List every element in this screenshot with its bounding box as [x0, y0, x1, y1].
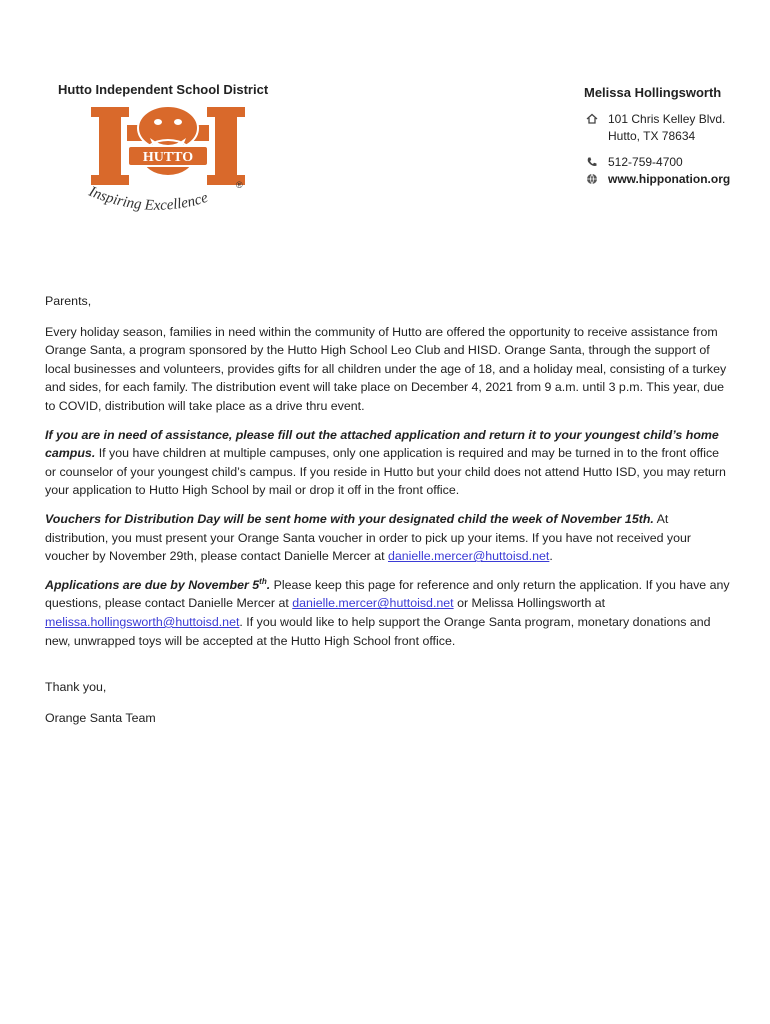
signature: Orange Santa Team — [45, 710, 156, 725]
letter-body — [45, 292, 730, 737]
paragraph-application — [45, 426, 730, 500]
address-line2: Hutto, TX 78634 — [608, 129, 696, 143]
address-row — [584, 111, 764, 145]
contact-name: Melissa Hollingsworth — [584, 85, 722, 100]
paragraph-vouchers: Vouchers for Distribution Day will be sent home with your designated child the week of November 15th. At distribution, you must present your Orange Santa voucher in order to pick up your items. If you have not received your voucher by November 29th, please contact Danielle Mercer at danielle.mercer@huttoisd.net. — [45, 511, 692, 564]
registered-mark: ® — [236, 180, 243, 190]
paragraph-deadline: Applications are due by November 5th. Please keep this page for reference and only return the application. If you have any questions, please contact Danielle Mercer at danielle.mercer@huttoisd.net or Melissa Hollingsworth at melissa.hollingsworth@huttoisd.net. If you would like to help support the Orange Santa program, monetary donations and new, unwrapped toys will be accepted at the Hutto High School front office. — [45, 576, 730, 648]
globe-icon — [586, 173, 598, 185]
logo-badge-text: HUTTO — [142, 150, 194, 165]
paragraph-intro: Every holiday season, families in need within the community of Hutto are offered the opportunity to receive assistance from Orange Santa, a program sponsored by the Hutto High School Leo Club and HISD. Orange Santa, through the support of local businesses and volunteers, provides gifts for all children under the age of 18, and a holiday meal, consisting of a turkey and sides, for each family. The distribution event will take place on December 4, 2021 from 9 a.m. until 3 p.m. This year, due to COVID, distribution will take place as a drive thru event. — [45, 324, 727, 413]
deadline-notice: Applications are due by November 5th. — [45, 576, 271, 592]
email-link-danielle[interactable]: danielle.mercer@huttoisd.net — [387, 549, 550, 564]
website-link[interactable]: www.hipponation.org — [608, 172, 731, 186]
phone-row — [584, 154, 764, 171]
address-line1: 101 Chris Kelley Blvd. — [608, 112, 726, 126]
voucher-details: At distribution, you must present your Orange Santa voucher in order to pick up your items. If you have not received your voucher by November 29th, please contact Danielle Mercer at — [45, 511, 692, 564]
logo-tagline: Inspiring Excellence — [86, 183, 210, 214]
email-link-melissa[interactable]: melissa.hollingsworth@huttoisd.net — [45, 614, 240, 629]
hutto-logo — [78, 98, 258, 228]
closing: Thank you, — [45, 680, 107, 695]
home-icon — [586, 113, 598, 125]
email-link-danielle-2[interactable]: danielle.mercer@huttoisd.net — [292, 596, 454, 611]
website-row — [584, 171, 764, 188]
voucher-notice: Vouchers for Distribution Day will be sent home with your designated child the week of November 15th. — [45, 511, 654, 526]
greeting: Parents, — [45, 294, 92, 308]
district-name: Hutto Independent School District — [58, 82, 269, 97]
phone-number: 512-759-4700 — [608, 155, 683, 169]
phone-icon — [586, 156, 598, 168]
application-details: If you have children at multiple campuses, only one application is required and may be turned in to the front office or counselor of your youngest child’s campus. If you reside in Hutto but your child does not attend Hutto ISD, you may return your application to Hutto High School by mail or drop it off in the front office. — [45, 446, 726, 498]
contact-block — [584, 84, 764, 188]
application-instructions: If you are in need of assistance, please fill out the attached application and return it to your youngest child’s home campus. — [45, 427, 719, 461]
